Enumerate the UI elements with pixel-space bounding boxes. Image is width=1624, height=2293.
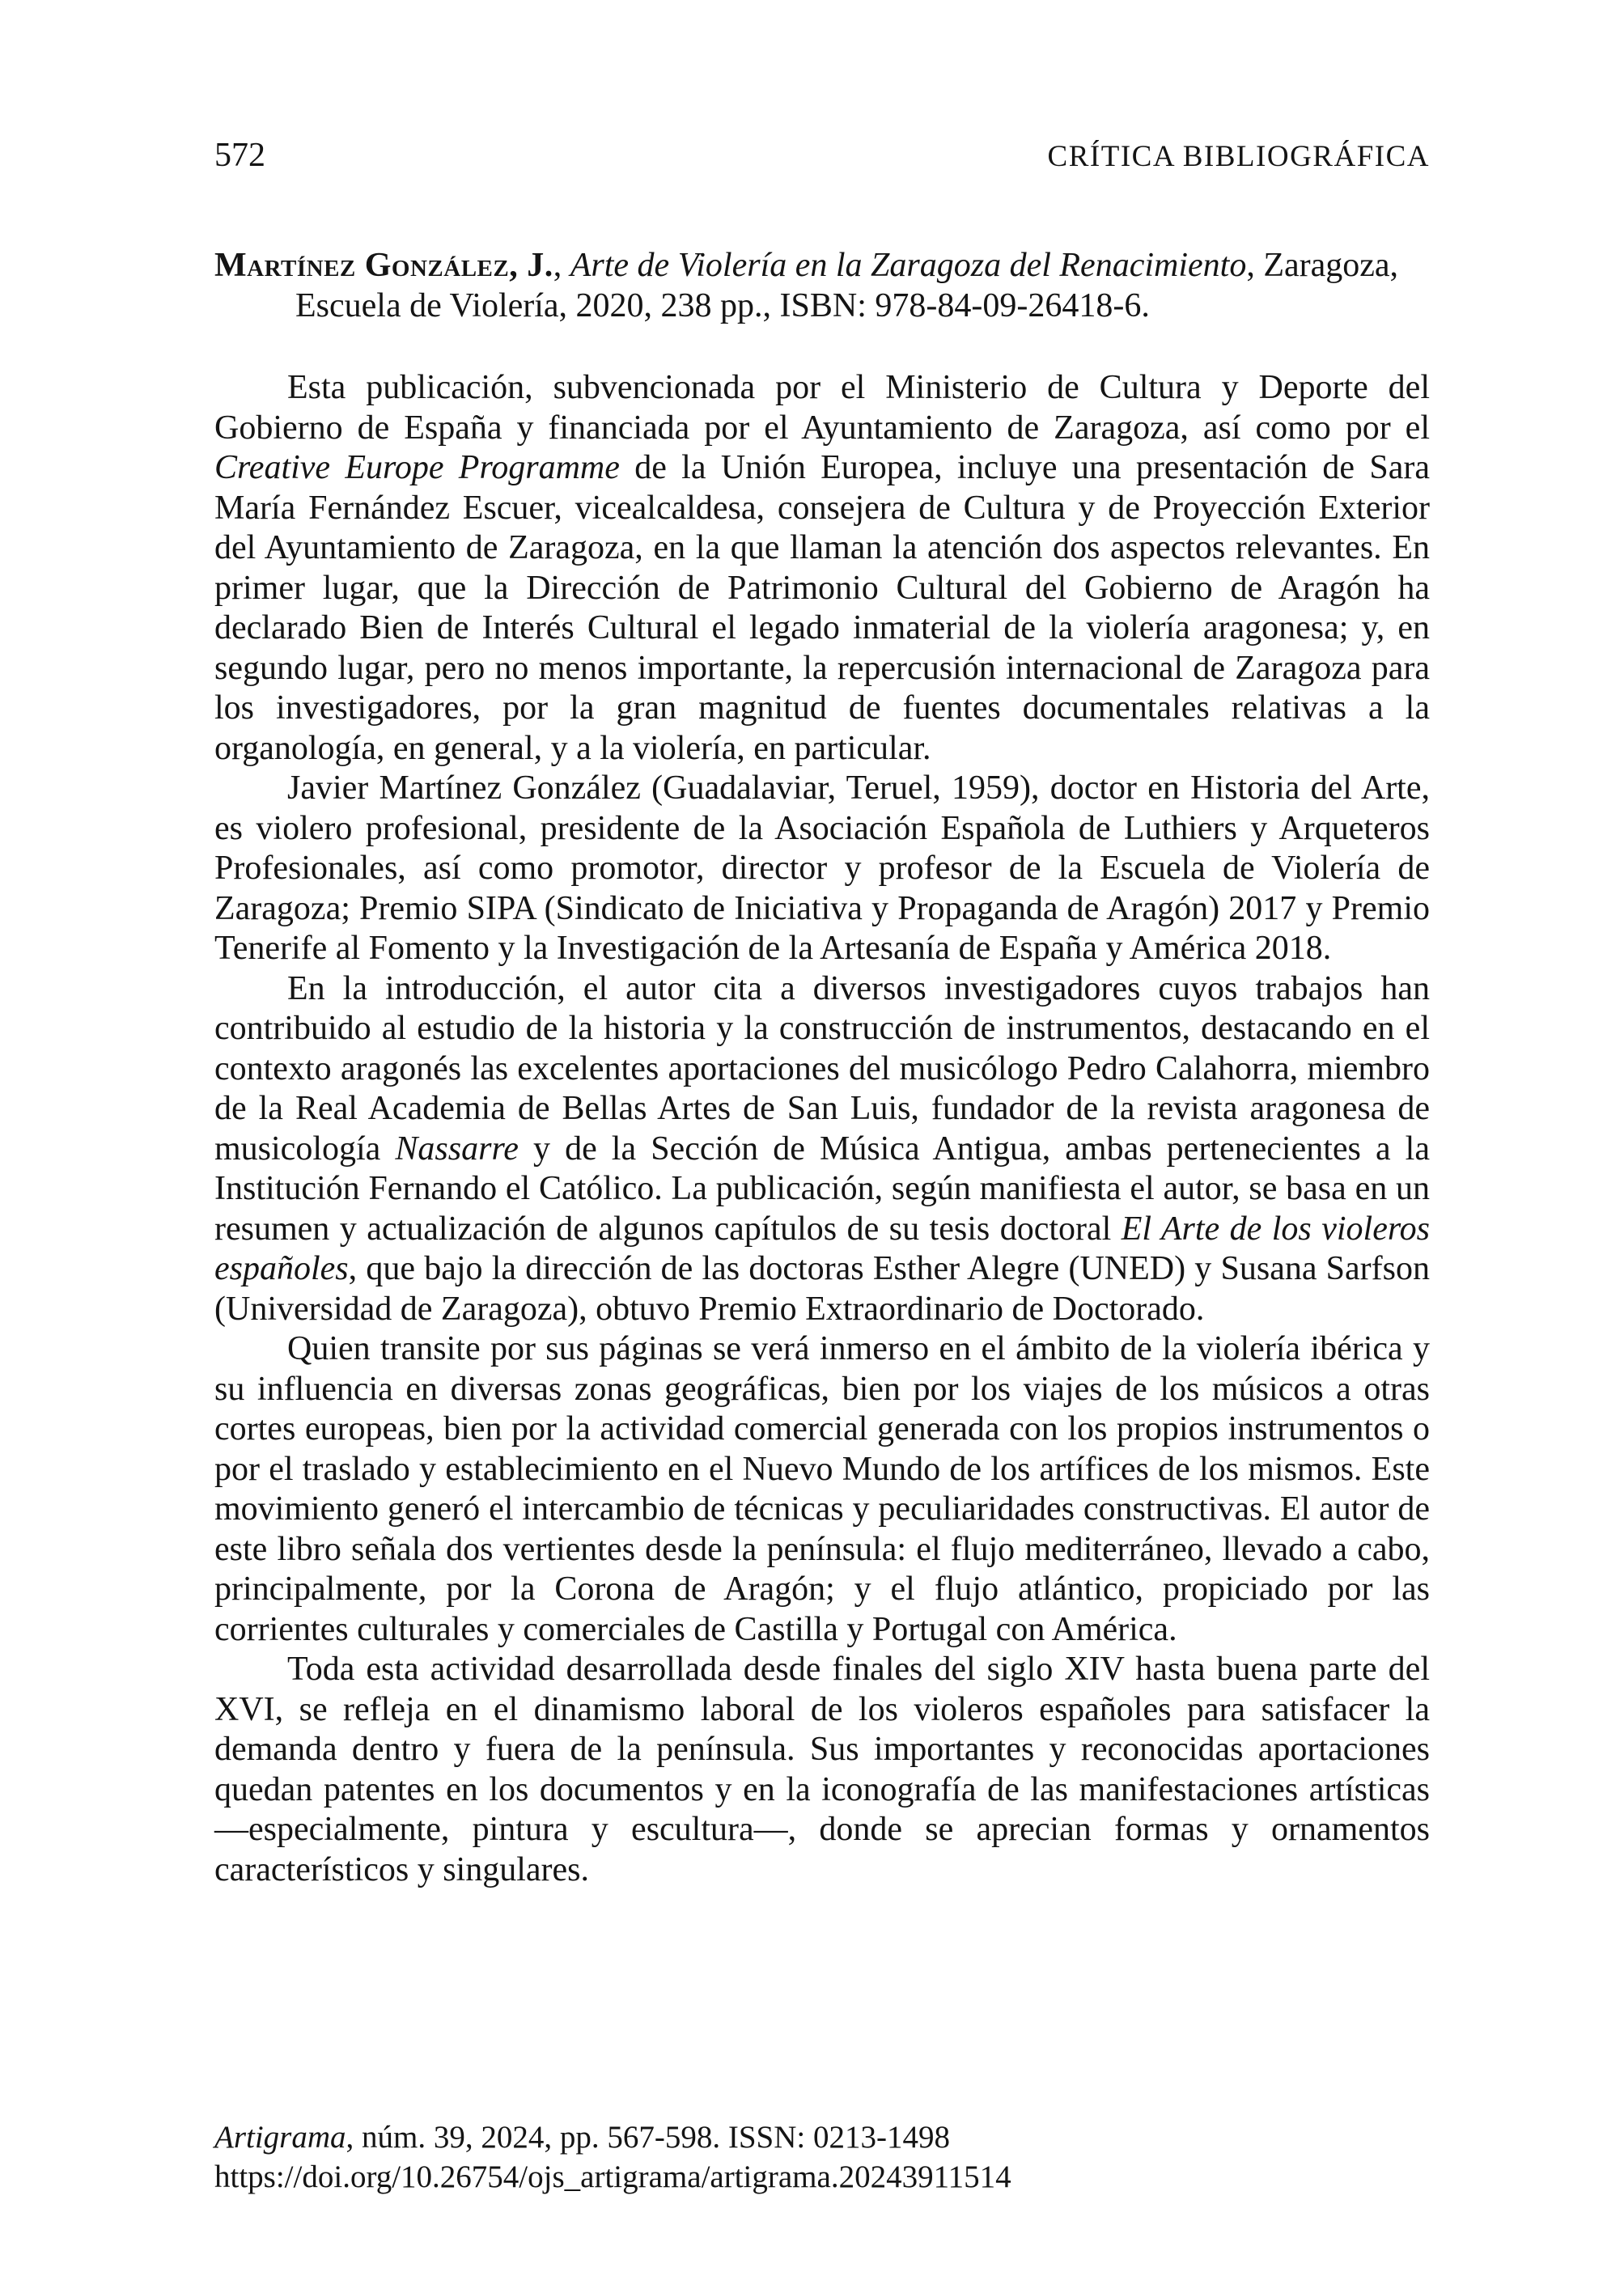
body-paragraphs [214, 368, 1430, 1890]
text-segment: Artigrama [214, 2120, 346, 2155]
page-footer [214, 2117, 1430, 2197]
text-segment: Esta publicación, subvencionada por el Ministerio de Cultura y Deporte del Gobierno de España y financiada por el Ayuntamiento de Zaragoza, así como por el [214, 369, 1430, 447]
running-head: CRÍTICA BIBLIOGRÁFICA [1047, 140, 1430, 173]
body-paragraph [214, 1329, 1430, 1650]
page-number: 572 [214, 137, 265, 174]
text-segment: Toda esta actividad desarrollada desde finales del siglo XIV hasta buena parte del XVI, se refleja en el dinamismo laboral de los violeros españoles para satisfacer la demanda dentro y fuera de la península. Sus importantes y reconocidas aportaciones quedan patentes en los documentos y en la iconografía de las manifestaciones artísticas —especialmente, pintura y escultura—, donde se aprecian formas y ornamentos característicos y singulares. [214, 1651, 1430, 1888]
text-segment: , Zaragoza, Escuela de Violería, 2020, 238 pp., ISBN: 978-84-09-26418-6. [295, 247, 1399, 324]
body-paragraph [214, 368, 1430, 769]
text-segment: Quien transite por sus páginas se verá inmerso en el ámbito de la violería ibérica y su influencia en diversas zonas geográficas, bien por los viajes de los músicos a otras cortes europeas, bien por la actividad comercial generada con los propios instrumentos o por el traslado y establecimiento en el Nuevo Mundo de los artífices de los mismos. Este movimiento generó el intercambio de técnicas y peculiaridades constructivas. El autor de este libro señala dos vertientes desde la península: el flujo mediterráneo, llevado a cabo, principalmente, por la Corona de Aragón; y el flujo atlántico, propiciado por las corrientes culturales y comerciales de Castilla y Portugal con América. [214, 1330, 1430, 1648]
body-paragraph [214, 769, 1430, 969]
text-segment: Javier Martínez González (Guadalaviar, Teruel, 1959), doctor en Historia del Arte, es violero profesional, presidente de la Asociación Española de Luthiers y Arqueteros Profesionales, así como promotor, director y profesor de la Escuela de Violería de Zaragoza; Premio SIPA (Sindicato de Iniciativa y Propaganda de Aragón) 2017 y Premio Tenerife al Fomento y la Investigación de la Artesanía de España y América 2018. [214, 769, 1430, 967]
text-segment: En la introducción, el autor cita a diversos investigadores cuyos trabajos han contribuido al estudio de la historia y la construcción de instrumentos, destacando en el contexto aragonés las excelentes aportaciones del musicólogo Pedro Calahorra, miembro de la Real Academia de Bellas Artes de San Luis, fundador de la revista aragonesa de musicología [214, 969, 1430, 1168]
text-segment: Nassarre [395, 1130, 519, 1168]
text-segment: El Arte de los violeros españoles [214, 1210, 1430, 1287]
text-segment: , [553, 247, 570, 284]
body-paragraph [214, 1650, 1430, 1890]
text-segment: , que bajo la dirección de las doctoras Esther Alegre (UNED) y Susana Sarfson (Universidad de Zaragoza), obtuvo Premio Extraordinario de Doctorado. [214, 1250, 1430, 1328]
doi-line: https://doi.org/10.26754/ojs_artigrama/artigrama.20243911514 [214, 2159, 1011, 2194]
text-segment: Arte de Violería en la Zaragoza del Renacimiento [570, 247, 1247, 284]
text-segment: , núm. 39, 2024, pp. 567-598. ISSN: 0213-1498 [346, 2120, 950, 2155]
page-header [214, 136, 1430, 176]
text-segment: de la Unión Europea, incluye una presentación de Sara María Fernández Escuer, vicealcaldesa, consejera de Cultura y de Proyección Exterior del Ayuntamiento de Zaragoza, en la que llaman la atención dos aspectos relevantes. En primer lugar, que la Dirección de Patrimonio Cultural del Gobierno de Aragón ha declarado Bien de Interés Cultural el legado inmaterial de la violería aragonesa; y, en segundo lugar, pero no menos importante, la repercusión internacional de Zaragoza para los investigadores, por la gran magnitud de fuentes documentales relativas a la organología, en general, y a la violería, en particular. [214, 449, 1430, 767]
body-paragraph [214, 969, 1430, 1330]
text-segment: y de la Sección de Música Antigua, ambas pertenecientes a la Institución Fernando el Católico. La publicación, según manifiesta el autor, se basa en un resumen y actualización de algunos capítulos de su tesis doctoral [214, 1130, 1430, 1248]
book-citation [214, 245, 1430, 326]
text-segment: Martínez González, J. [214, 247, 553, 284]
text-segment: Creative Europe Programme [214, 449, 620, 486]
journal-reference-line [214, 2117, 1430, 2157]
